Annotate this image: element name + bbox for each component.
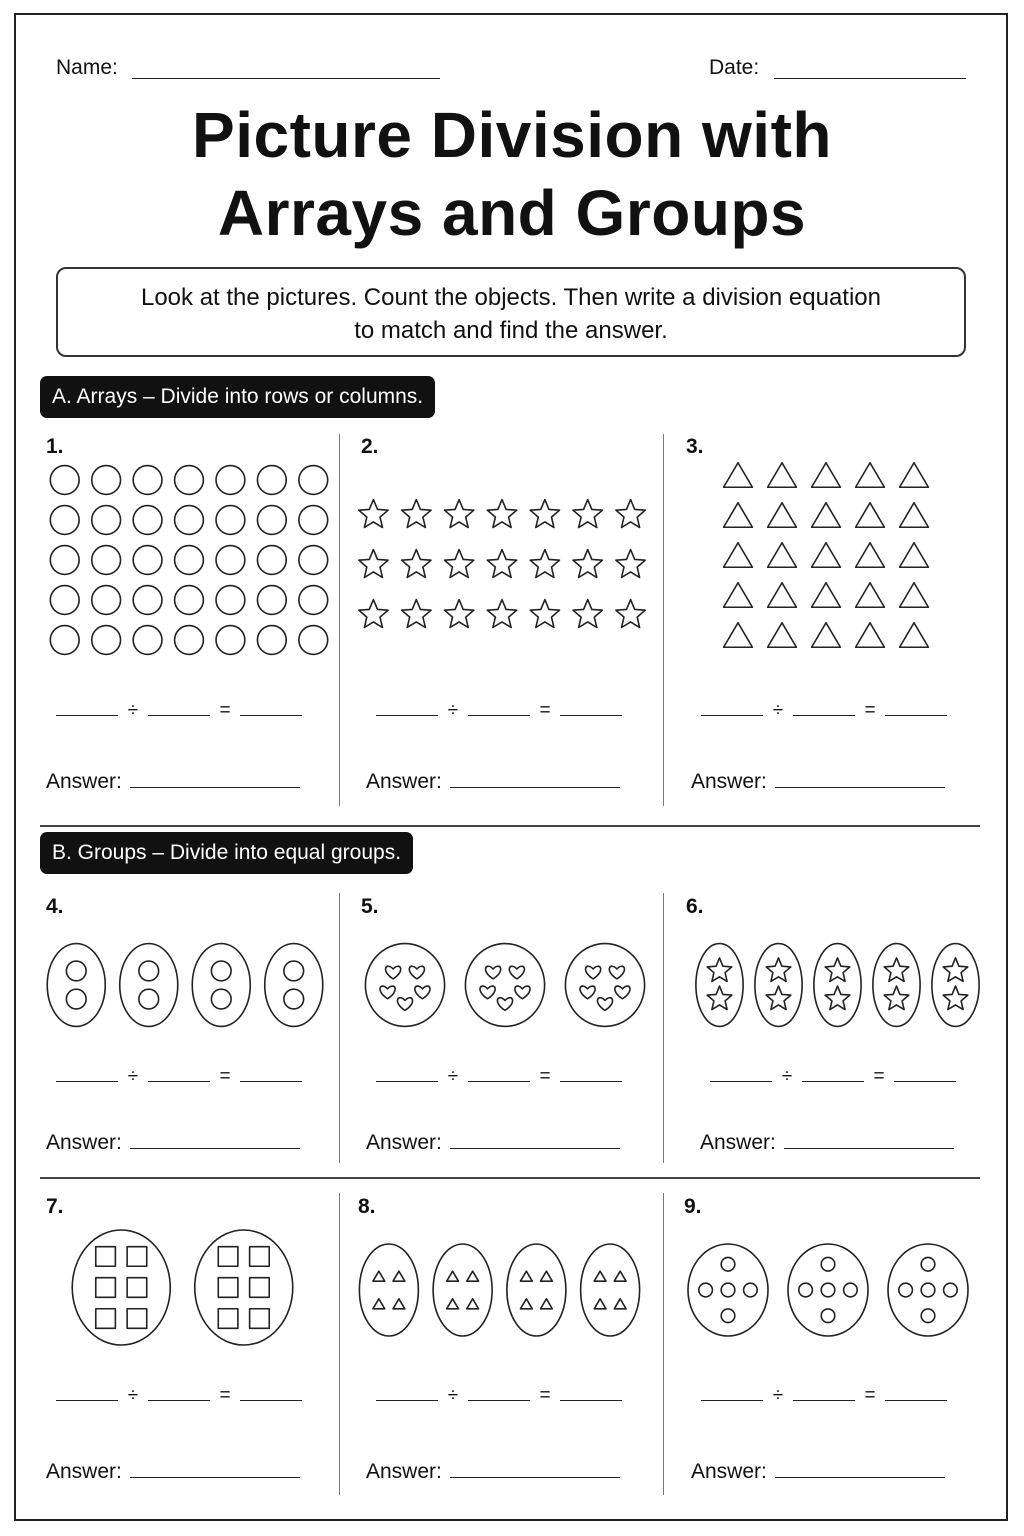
star-object xyxy=(487,600,516,628)
section-a-heading: A. Arrays – Divide into rows or columns. xyxy=(40,376,435,418)
triangle-object xyxy=(900,583,929,607)
heart-object xyxy=(397,998,412,1011)
star-object xyxy=(359,500,388,528)
triangle-object xyxy=(812,503,841,527)
heart-object xyxy=(597,998,612,1011)
heart-object xyxy=(609,966,624,979)
circle-object xyxy=(92,586,121,615)
group-oval xyxy=(814,944,861,1027)
triangle-object xyxy=(812,583,841,607)
answer-row xyxy=(46,770,300,794)
triangle-object xyxy=(520,1299,532,1309)
answer-row xyxy=(366,770,620,794)
heart-object xyxy=(509,966,524,979)
heart-object xyxy=(386,966,401,979)
circle-object xyxy=(257,546,286,575)
square-object xyxy=(96,1278,116,1298)
answer-label: Answer: xyxy=(366,1460,442,1483)
triangle-object xyxy=(900,503,929,527)
star-object xyxy=(707,986,732,1010)
star-object xyxy=(884,958,909,982)
group-oval xyxy=(581,1244,640,1336)
section-b-heading: B. Groups – Divide into equal groups. xyxy=(40,832,413,874)
circle-object xyxy=(216,466,245,495)
date-field[interactable] xyxy=(774,78,966,79)
quotient-blank[interactable] xyxy=(560,1080,622,1082)
triangle-object xyxy=(393,1299,405,1309)
triangle-object xyxy=(856,503,885,527)
circle-object xyxy=(721,1309,735,1323)
divide-sign: ÷ xyxy=(781,1066,793,1087)
circle-object xyxy=(299,626,328,655)
circle-object xyxy=(284,989,304,1009)
circle-object xyxy=(175,546,204,575)
triangle-object xyxy=(812,543,841,567)
square-object xyxy=(127,1247,147,1267)
division-equation xyxy=(701,1385,947,1407)
answer-row xyxy=(691,1460,945,1484)
instructions-box xyxy=(56,267,966,357)
star-object xyxy=(766,958,791,982)
division-equation xyxy=(56,1066,302,1088)
star-object xyxy=(402,600,431,628)
problem-number: 9. xyxy=(684,1195,702,1218)
problem-number: 7. xyxy=(46,1195,64,1218)
divide-sign: ÷ xyxy=(772,1385,784,1406)
circle-object xyxy=(821,1257,835,1271)
square-object xyxy=(218,1278,238,1298)
triangle-object xyxy=(768,463,797,487)
circle-object xyxy=(175,586,204,615)
circle-object xyxy=(92,546,121,575)
square-object xyxy=(218,1247,238,1267)
group-oval xyxy=(47,944,105,1027)
circle-object xyxy=(133,506,162,535)
star-object xyxy=(707,958,732,982)
triangle-object xyxy=(768,623,797,647)
triangle-object xyxy=(447,1299,459,1309)
answer-field[interactable] xyxy=(784,1147,954,1149)
heart-object xyxy=(380,986,395,999)
quotient-blank[interactable] xyxy=(240,714,302,716)
circle-object xyxy=(844,1283,858,1297)
quotient-blank[interactable] xyxy=(894,1080,956,1082)
triangle-object xyxy=(900,623,929,647)
answer-field[interactable] xyxy=(450,1476,620,1478)
star-object xyxy=(573,500,602,528)
group-oval xyxy=(873,944,920,1027)
triangle-object xyxy=(614,1299,626,1309)
division-equation xyxy=(56,1385,302,1407)
triangle-object xyxy=(541,1271,553,1281)
divide-sign: ÷ xyxy=(127,700,139,721)
dividend-blank[interactable] xyxy=(710,1080,772,1082)
array-picture xyxy=(44,460,334,660)
triangle-object xyxy=(856,583,885,607)
square-object xyxy=(250,1278,270,1298)
triangle-object xyxy=(724,543,753,567)
quotient-blank[interactable] xyxy=(240,1399,302,1401)
answer-field[interactable] xyxy=(775,786,945,788)
triangle-object xyxy=(724,503,753,527)
answer-label: Answer: xyxy=(46,1460,122,1483)
heart-object xyxy=(580,986,595,999)
circle-object xyxy=(139,961,159,981)
star-object xyxy=(359,550,388,578)
equals-sign: = xyxy=(539,700,551,721)
answer-field[interactable] xyxy=(775,1476,945,1478)
divide-sign: ÷ xyxy=(447,700,459,721)
triangle-object xyxy=(900,463,929,487)
star-object xyxy=(616,500,645,528)
section-divider xyxy=(40,825,980,827)
group-oval xyxy=(359,1244,418,1336)
star-object xyxy=(530,600,559,628)
triangle-object xyxy=(614,1271,626,1281)
star-object xyxy=(445,600,474,628)
quotient-blank[interactable] xyxy=(885,714,947,716)
equals-sign: = xyxy=(864,700,876,721)
circle-object xyxy=(175,506,204,535)
triangle-object xyxy=(447,1271,459,1281)
triangle-object xyxy=(900,543,929,567)
heart-object xyxy=(415,986,430,999)
heart-object xyxy=(615,986,630,999)
circle-object xyxy=(92,626,121,655)
problem-number: 6. xyxy=(686,895,704,918)
title-line-2: Arrays and Groups xyxy=(217,177,807,249)
answer-field[interactable] xyxy=(130,1476,300,1478)
circle-object xyxy=(211,961,231,981)
circle-object xyxy=(699,1283,713,1297)
divide-sign: ÷ xyxy=(772,700,784,721)
answer-label: Answer: xyxy=(700,1131,776,1154)
square-object xyxy=(250,1247,270,1267)
dividend-blank[interactable] xyxy=(56,1080,118,1082)
group-oval xyxy=(433,1244,492,1336)
circle-object xyxy=(50,466,79,495)
triangle-object xyxy=(768,583,797,607)
page-title xyxy=(0,96,1024,252)
group-oval xyxy=(120,944,178,1027)
column-separator xyxy=(339,1193,340,1495)
equals-sign: = xyxy=(539,1066,551,1087)
star-object xyxy=(943,986,968,1010)
group-oval xyxy=(72,1230,170,1345)
equals-sign: = xyxy=(219,1385,231,1406)
star-object xyxy=(573,600,602,628)
instructions-line-1: Look at the pictures. Count the objects. Then write a division equation xyxy=(140,284,881,311)
group-oval xyxy=(265,944,323,1027)
answer-label: Answer: xyxy=(366,770,442,793)
dividend-blank[interactable] xyxy=(701,714,763,716)
circle-object xyxy=(721,1257,735,1271)
column-separator xyxy=(663,434,664,806)
triangle-object xyxy=(768,543,797,567)
title-line-1: Picture Division with xyxy=(192,99,832,171)
circle-object xyxy=(216,626,245,655)
divisor-blank[interactable] xyxy=(793,714,855,716)
quotient-blank[interactable] xyxy=(560,1399,622,1401)
star-object xyxy=(445,500,474,528)
answer-row xyxy=(366,1460,620,1484)
triangle-object xyxy=(373,1271,385,1281)
circle-object xyxy=(175,626,204,655)
square-object xyxy=(250,1309,270,1329)
triangle-object xyxy=(724,623,753,647)
square-object xyxy=(96,1309,116,1329)
triangle-object xyxy=(467,1271,479,1281)
heart-object xyxy=(497,998,512,1011)
circle-object xyxy=(139,989,159,1009)
circle-object xyxy=(921,1309,935,1323)
answer-row xyxy=(366,1131,620,1155)
group-oval xyxy=(507,1244,566,1336)
column-separator xyxy=(663,1193,664,1495)
quotient-blank[interactable] xyxy=(560,714,622,716)
dividend-blank[interactable] xyxy=(56,714,118,716)
division-equation xyxy=(56,700,302,722)
group-oval xyxy=(696,944,743,1027)
star-object xyxy=(487,550,516,578)
equals-sign: = xyxy=(219,1066,231,1087)
circle-object xyxy=(821,1309,835,1323)
triangle-object xyxy=(541,1299,553,1309)
circle-object xyxy=(92,466,121,495)
array-picture xyxy=(716,455,936,655)
circle-object xyxy=(257,626,286,655)
answer-row xyxy=(691,770,945,794)
group-oval xyxy=(932,944,979,1027)
answer-field[interactable] xyxy=(450,786,620,788)
circle-object xyxy=(216,586,245,615)
circle-object xyxy=(133,466,162,495)
division-equation xyxy=(376,700,622,722)
triangle-object xyxy=(594,1299,606,1309)
triangle-object xyxy=(520,1271,532,1281)
circle-object xyxy=(299,586,328,615)
divide-sign: ÷ xyxy=(447,1066,459,1087)
circle-object xyxy=(299,506,328,535)
circle-object xyxy=(50,586,79,615)
equals-sign: = xyxy=(219,700,231,721)
array-picture xyxy=(352,490,652,640)
circle-object xyxy=(133,586,162,615)
divisor-blank[interactable] xyxy=(468,714,530,716)
star-object xyxy=(402,500,431,528)
triangle-object xyxy=(724,583,753,607)
circle-object xyxy=(66,961,86,981)
answer-label: Answer: xyxy=(366,1131,442,1154)
heart-object xyxy=(515,986,530,999)
circle-object xyxy=(299,546,328,575)
problem-number: 1. xyxy=(46,435,64,458)
heart-object xyxy=(586,966,601,979)
triangle-object xyxy=(856,623,885,647)
circle-object xyxy=(944,1283,958,1297)
name-label: Name: xyxy=(56,56,118,79)
heart-object xyxy=(480,986,495,999)
answer-label: Answer: xyxy=(46,770,122,793)
circle-object xyxy=(175,466,204,495)
divisor-blank[interactable] xyxy=(802,1080,864,1082)
circle-object xyxy=(721,1283,735,1297)
circle-object xyxy=(299,466,328,495)
column-separator xyxy=(663,893,664,1163)
division-equation xyxy=(710,1066,956,1088)
answer-label: Answer: xyxy=(691,770,767,793)
answer-row xyxy=(700,1131,954,1155)
group-oval xyxy=(755,944,802,1027)
circle-object xyxy=(921,1257,935,1271)
problem-number: 2. xyxy=(361,435,379,458)
answer-row xyxy=(46,1460,300,1484)
division-equation xyxy=(701,700,947,722)
heart-object xyxy=(409,966,424,979)
square-object xyxy=(218,1309,238,1329)
instructions-line-2: to match and find the answer. xyxy=(354,317,668,344)
row-divider xyxy=(40,1177,980,1179)
triangle-object xyxy=(467,1299,479,1309)
circle-object xyxy=(821,1283,835,1297)
circle-object xyxy=(92,506,121,535)
circle-object xyxy=(921,1283,935,1297)
group-oval xyxy=(565,944,644,1027)
triangle-object xyxy=(812,623,841,647)
divisor-blank[interactable] xyxy=(148,714,210,716)
star-object xyxy=(573,550,602,578)
star-object xyxy=(616,600,645,628)
groups-picture xyxy=(60,1225,305,1350)
quotient-blank[interactable] xyxy=(240,1080,302,1082)
circle-object xyxy=(257,586,286,615)
triangle-object xyxy=(768,503,797,527)
star-object xyxy=(359,600,388,628)
circle-object xyxy=(211,989,231,1009)
division-equation xyxy=(376,1385,622,1407)
circle-object xyxy=(284,961,304,981)
answer-label: Answer: xyxy=(691,1460,767,1483)
square-object xyxy=(127,1309,147,1329)
answer-row xyxy=(46,1131,300,1155)
circle-object xyxy=(899,1283,913,1297)
problem-number: 3. xyxy=(686,435,704,458)
triangle-object xyxy=(393,1271,405,1281)
equals-sign: = xyxy=(539,1385,551,1406)
dividend-blank[interactable] xyxy=(376,1399,438,1401)
problem-number: 5. xyxy=(361,895,379,918)
triangle-object xyxy=(594,1271,606,1281)
dividend-blank[interactable] xyxy=(376,1080,438,1082)
quotient-blank[interactable] xyxy=(885,1399,947,1401)
group-oval xyxy=(192,944,250,1027)
column-separator xyxy=(339,893,340,1163)
division-equation xyxy=(376,1066,622,1088)
heart-object xyxy=(486,966,501,979)
dividend-blank[interactable] xyxy=(701,1399,763,1401)
circle-object xyxy=(744,1283,758,1297)
divide-sign: ÷ xyxy=(127,1385,139,1406)
answer-field[interactable] xyxy=(450,1147,620,1149)
answer-field[interactable] xyxy=(130,786,300,788)
circle-object xyxy=(50,506,79,535)
divisor-blank[interactable] xyxy=(148,1399,210,1401)
star-object xyxy=(766,986,791,1010)
triangle-object xyxy=(856,463,885,487)
groups-picture xyxy=(352,1240,647,1340)
square-object xyxy=(127,1278,147,1298)
group-oval xyxy=(465,944,544,1027)
answer-field[interactable] xyxy=(130,1147,300,1149)
name-field[interactable] xyxy=(132,78,440,79)
circle-object xyxy=(216,546,245,575)
divisor-blank[interactable] xyxy=(793,1399,855,1401)
star-object xyxy=(445,550,474,578)
circle-object xyxy=(133,546,162,575)
circle-object xyxy=(133,626,162,655)
star-object xyxy=(402,550,431,578)
group-oval xyxy=(195,1230,293,1345)
date-label: Date: xyxy=(709,56,760,79)
square-object xyxy=(96,1247,116,1267)
star-object xyxy=(884,986,909,1010)
circle-object xyxy=(50,626,79,655)
answer-label: Answer: xyxy=(46,1131,122,1154)
divide-sign: ÷ xyxy=(447,1385,459,1406)
column-separator xyxy=(339,434,340,806)
problem-number: 8. xyxy=(358,1195,376,1218)
star-object xyxy=(825,958,850,982)
dividend-blank[interactable] xyxy=(376,714,438,716)
star-object xyxy=(616,550,645,578)
dividend-blank[interactable] xyxy=(56,1399,118,1401)
groups-picture xyxy=(690,940,985,1030)
triangle-object xyxy=(856,543,885,567)
problem-number: 4. xyxy=(46,895,64,918)
star-object xyxy=(825,986,850,1010)
triangle-object xyxy=(724,463,753,487)
groups-picture xyxy=(678,1240,978,1340)
circle-object xyxy=(799,1283,813,1297)
star-object xyxy=(530,550,559,578)
equals-sign: = xyxy=(873,1066,885,1087)
divisor-blank[interactable] xyxy=(468,1080,530,1082)
divisor-blank[interactable] xyxy=(468,1399,530,1401)
circle-object xyxy=(50,546,79,575)
circle-object xyxy=(66,989,86,1009)
triangle-object xyxy=(812,463,841,487)
circle-object xyxy=(257,466,286,495)
star-object xyxy=(943,958,968,982)
divisor-blank[interactable] xyxy=(148,1080,210,1082)
star-object xyxy=(530,500,559,528)
groups-picture xyxy=(40,940,330,1030)
triangle-object xyxy=(373,1299,385,1309)
groups-picture xyxy=(355,940,655,1030)
star-object xyxy=(487,500,516,528)
circle-object xyxy=(257,506,286,535)
equals-sign: = xyxy=(864,1385,876,1406)
circle-object xyxy=(216,506,245,535)
divide-sign: ÷ xyxy=(127,1066,139,1087)
group-oval xyxy=(365,944,444,1027)
